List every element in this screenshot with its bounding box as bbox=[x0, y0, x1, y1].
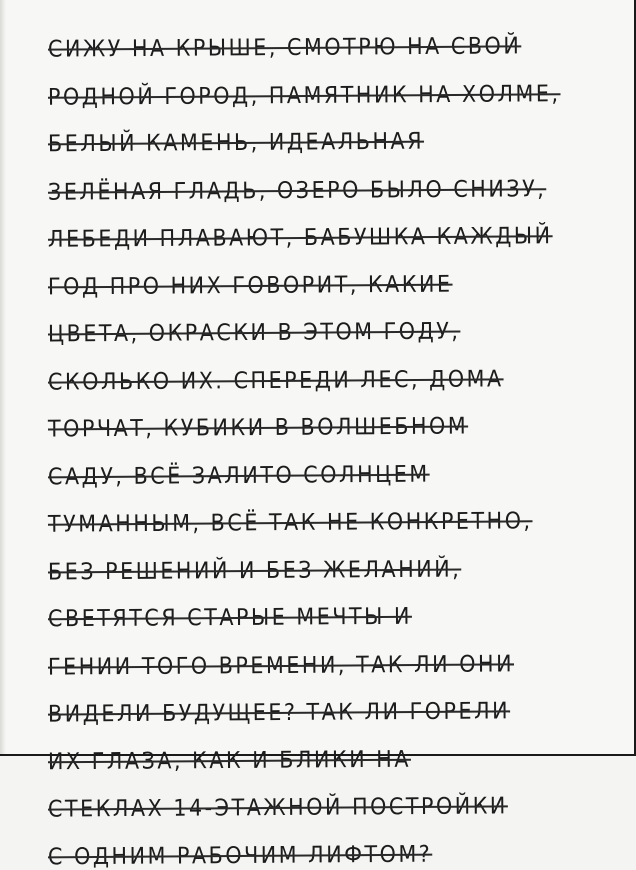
line-text: ТУМАННЫМ, ВСЁ ТАК НЕ КОНКРЕТНО, bbox=[47, 508, 533, 538]
line-text: ГЕНИИ ТОГО ВРЕМЕНИ, ТАК ЛИ ОНИ bbox=[47, 651, 515, 681]
text-line bbox=[48, 109, 622, 157]
text-line bbox=[48, 157, 622, 205]
text-line bbox=[48, 632, 622, 680]
text-line bbox=[48, 252, 622, 300]
line-text: БЕЗ РЕШЕНИЙ И БЕЗ ЖЕЛАНИЙ, bbox=[47, 556, 462, 586]
line-text: СКОЛЬКО ИХ. СПЕРЕДИ ЛЕС, ДОМА bbox=[47, 366, 504, 396]
text-line bbox=[48, 489, 622, 537]
text-line bbox=[48, 204, 622, 252]
line-text: ВИДЕЛИ БУДУЩЕЕ? ТАК ЛИ ГОРЕЛИ bbox=[47, 698, 511, 728]
text-line bbox=[48, 537, 622, 585]
line-text: ЗЕЛЁНАЯ ГЛАДЬ, ОЗЕРО БЫЛО СНИЗУ, bbox=[47, 175, 547, 206]
line-text: ЛЕБЕДИ ПЛАВАЮТ, БАБУШКА КАЖДЫЙ bbox=[47, 223, 553, 253]
text-line bbox=[48, 62, 622, 110]
line-text: ГОД ПРО НИХ ГОВОРИТ, КАКИЕ bbox=[47, 271, 453, 301]
text-line bbox=[48, 584, 622, 632]
text-line bbox=[48, 394, 622, 442]
text-line bbox=[48, 347, 622, 395]
line-text: СТЕКЛАХ 14-ЭТАЖНОЙ ПОСТРОЙКИ bbox=[47, 793, 508, 823]
handwritten-text bbox=[48, 14, 622, 869]
line-text: БЕЛЫЙ КАМЕНЬ, ИДЕАЛЬНАЯ bbox=[47, 128, 425, 158]
text-line bbox=[48, 727, 622, 775]
line-text: С ОДНИМ РАБОЧИМ ЛИФТОМ? bbox=[47, 841, 433, 870]
text-line bbox=[48, 299, 622, 347]
line-text: СВЕТЯТСЯ СТАРЫЕ МЕЧТЫ И bbox=[47, 603, 413, 633]
text-line bbox=[48, 679, 622, 727]
line-text: ИХ ГЛАЗА, КАК И БЛИКИ НА bbox=[47, 746, 412, 775]
line-text: СИЖУ НА КРЫШЕ, СМОТРЮ НА СВОЙ bbox=[47, 33, 522, 63]
line-text: САДУ, ВСЁ ЗАЛИТО СОЛНЦЕМ bbox=[47, 461, 430, 491]
line-text: РОДНОЙ ГОРОД, ПАМЯТНИК НА ХОЛМЕ, bbox=[47, 80, 561, 111]
text-line bbox=[48, 774, 622, 822]
page-edge bbox=[0, 0, 6, 754]
line-text: ЦВЕТА, ОКРАСКИ В ЭТОМ ГОДУ, bbox=[47, 318, 461, 348]
text-line bbox=[48, 822, 622, 870]
line-text: ТОРЧАТ, КУБИКИ В ВОЛШЕБНОМ bbox=[47, 413, 469, 443]
text-line bbox=[48, 14, 622, 62]
text-line bbox=[48, 442, 622, 490]
